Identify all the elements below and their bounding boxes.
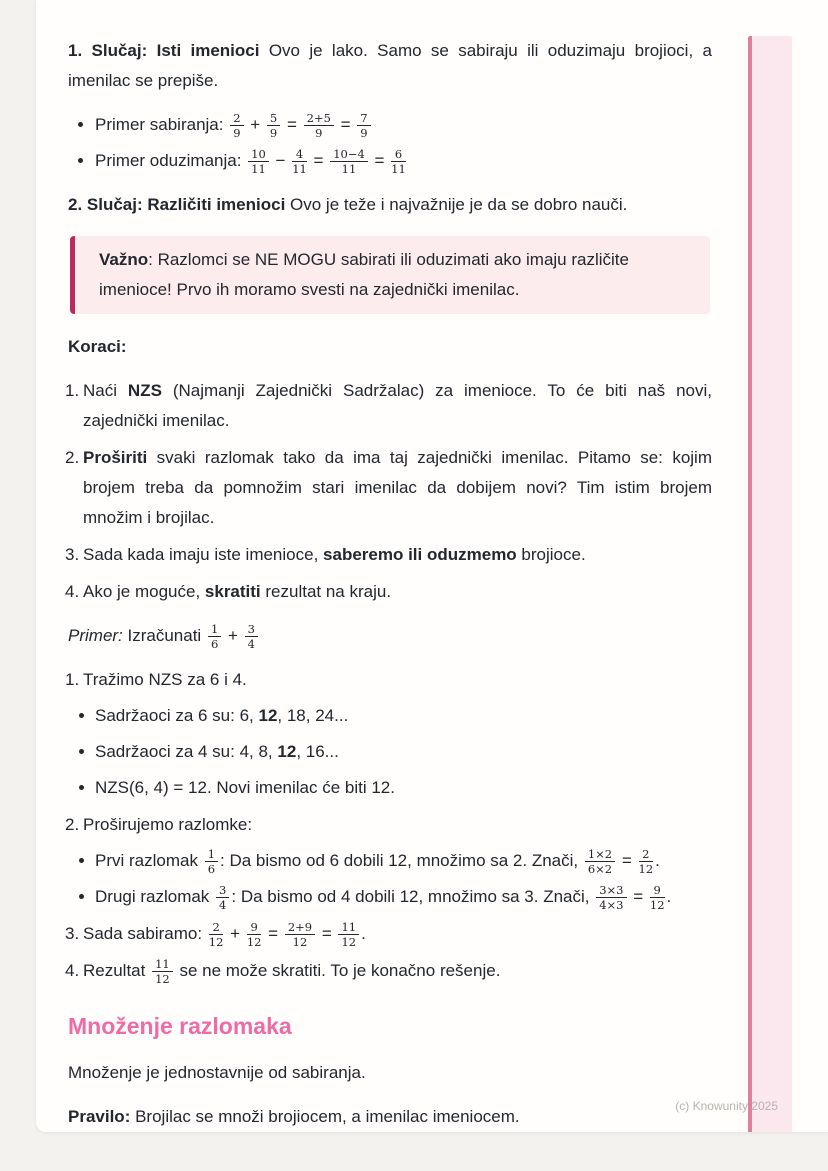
document-content	[65, 0, 712, 1146]
fraction-denominator: 11	[251, 162, 266, 176]
numbered-list-item	[65, 376, 712, 436]
document-page	[36, 0, 828, 1132]
fraction	[247, 921, 262, 948]
list-item-text: Drugi razlomak $\frac{3}{4}$ : Da bismo od 4 dobili 12, množimo sa 3. Znači, $\frac{3\times 3}{4\times 3}$ = $\frac{9}{12}$ .	[95, 882, 672, 912]
list-item	[68, 146, 712, 176]
list-item-text: Primer sabiranja: $\frac{2}{9}$ + $\frac{5}{9}$ = $\frac{2+5}{9}$ = $\frac{7}{9}$	[95, 115, 373, 134]
list-item	[68, 110, 712, 140]
fraction-denominator: 9	[269, 126, 278, 140]
list-item	[69, 701, 712, 731]
bold-text: Proširiti	[83, 448, 148, 467]
fraction-denominator: 6	[210, 637, 219, 651]
fraction-numerator: 2	[639, 848, 654, 862]
bold-text: 2. Slučaj: Različiti imenioci	[68, 195, 286, 214]
bold-text: Koraci:	[68, 337, 127, 356]
fraction-denominator: 12	[341, 935, 357, 949]
fraction	[596, 884, 626, 911]
fraction-numerator: 2+9	[285, 921, 315, 935]
list-item-text: Ako je moguće, skratiti rezultat na kraju.	[83, 582, 392, 601]
numbered-list-item	[65, 956, 712, 986]
fraction-numerator: 1	[208, 623, 221, 637]
list-item	[69, 737, 712, 767]
list-item-text: Sadržaoci za 4 su: 4, 8, 12, 16...	[95, 742, 339, 761]
list-number: 4.	[65, 582, 80, 601]
bold-text: saberemo ili oduzmemo	[323, 545, 517, 564]
fraction	[245, 623, 258, 650]
list-item-text: Rezultat $\frac{11}{12}$ se ne može skratiti. To je konačno rešenje.	[83, 956, 501, 986]
numbered-list-item	[65, 665, 712, 803]
fraction	[330, 148, 368, 175]
list-number: 3.	[65, 924, 80, 943]
fraction	[230, 112, 243, 139]
fraction-denominator: 11	[391, 162, 406, 176]
nested-bullet-list	[69, 701, 712, 803]
example-bullet-list	[68, 110, 712, 176]
important-callout	[70, 236, 710, 314]
fraction	[208, 623, 221, 650]
fraction-denominator: 12	[292, 935, 308, 949]
fraction-numerator: 2	[209, 921, 224, 935]
fraction	[338, 921, 359, 948]
list-item-text: Primer oduzimanja: $\frac{10}{11}$ − $\frac{4}{11}$ = $\frac{10-4}{11}$ = $\frac{6}{11}$	[95, 146, 406, 176]
fraction	[650, 884, 665, 911]
fraction	[209, 921, 224, 948]
page-edge-highlight	[748, 36, 792, 1132]
list-item-text: Sada sabiramo: $\frac{2}{12}$ + $\frac{9}{12}$ = $\frac{2+9}{12}$ = $\frac{11}{12}$ .	[83, 919, 366, 949]
fraction-numerator: 4	[292, 148, 307, 162]
fraction-numerator: 3	[245, 623, 258, 637]
fraction-numerator: 2+5	[304, 112, 334, 126]
numbered-list-item	[65, 540, 712, 570]
bullet-dot-icon	[79, 858, 84, 863]
paragraph-mnozenje-intro: Množenje je jednostavnije od sabiranja.	[68, 1063, 366, 1082]
bullet-dot-icon	[79, 894, 84, 899]
list-item-text: Prvi razlomak $\frac{1}{6}$ : Da bismo od 6 dobili 12, množimo sa 2. Znači, $\frac{1\times 2}{6\times 2}$ = $\frac{2}{12}$ .	[95, 846, 660, 876]
paragraph-case2: 2. Slučaj: Različiti imenioci Ovo je teže i najvažnije je da se dobro nauči.	[68, 195, 628, 214]
list-number: 1.	[65, 670, 80, 689]
fraction	[205, 848, 218, 875]
fraction-denominator: 4	[219, 898, 227, 912]
list-item-text: Sada kada imaju iste imenioce, saberemo ili oduzmemo brojioce.	[83, 545, 586, 564]
fraction-denominator: 12	[246, 935, 262, 949]
bold-text: skratiti	[204, 582, 261, 601]
list-item-text: Proširiti svaki razlomak tako da ima taj zajednički imenilac. Pitamo se: kojim brojem treba da pomnožim stari imenilac da dobijem novi? Tim istim brojem množim i brojilac.	[83, 448, 712, 527]
fraction-numerator: 10−4	[330, 148, 368, 162]
fraction-numerator: 9	[247, 921, 262, 935]
fraction	[304, 112, 334, 139]
fraction-numerator: 3	[216, 884, 229, 898]
fraction-denominator: 9	[233, 126, 241, 140]
list-item	[69, 846, 712, 876]
list-number: 2.	[65, 448, 80, 467]
bullet-dot-icon	[78, 158, 83, 163]
fraction	[357, 112, 370, 139]
nested-bullet-list	[69, 846, 712, 912]
fraction-numerator: 6	[391, 148, 406, 162]
fraction	[292, 148, 307, 175]
fraction-denominator: 6×2	[587, 862, 613, 876]
fraction-numerator: 1	[205, 848, 218, 862]
numbered-list-item	[65, 810, 712, 912]
list-item-text: Tražimo NZS za 6 i 4.	[83, 670, 247, 689]
fraction-numerator: 5	[267, 112, 280, 126]
fraction-numerator: 7	[357, 112, 370, 126]
fraction-denominator: 9	[360, 126, 368, 140]
bold-text: 12	[258, 706, 278, 725]
list-item-text: Sadržaoci za 6 su: 6, 12, 18, 24...	[95, 706, 349, 725]
fraction-numerator: 11	[152, 958, 173, 972]
list-item-text: Naći NZS (Najmanji Zajednički Sadržalac) za imenioce. To će biti naš novi, zajednički imenilac.	[83, 381, 712, 430]
fraction	[248, 148, 269, 175]
fraction	[285, 921, 315, 948]
fraction-denominator: 12	[155, 972, 170, 986]
worked-example-list	[65, 665, 712, 986]
italic-text: Primer:	[68, 626, 123, 645]
bullet-dot-icon	[79, 713, 84, 718]
bold-text: Pravilo:	[68, 1107, 131, 1126]
fraction-denominator: 11	[292, 162, 307, 176]
fraction-denominator: 12	[638, 862, 654, 876]
fraction-denominator: 12	[649, 898, 665, 912]
fraction	[267, 112, 280, 139]
list-item	[69, 882, 712, 912]
fraction	[152, 958, 173, 985]
bold-text: 1. Slučaj: Isti imenioci	[68, 41, 260, 60]
fraction	[639, 848, 654, 875]
list-number: 2.	[65, 815, 80, 834]
bullet-dot-icon	[79, 785, 84, 790]
numbered-list-item	[65, 919, 712, 949]
fraction-numerator: 11	[338, 921, 359, 935]
fraction-numerator: 2	[230, 112, 243, 126]
fraction-denominator: 4	[247, 637, 255, 651]
list-item-text: NZS(6, 4) = 12. Novi imenilac će biti 12.	[95, 778, 395, 797]
fraction-numerator: 10	[248, 148, 269, 162]
fraction	[216, 884, 229, 911]
list-number: 1.	[65, 381, 80, 400]
example-intro: Primer: Izračunati $\frac{1}{6}$ + $\frac{3}{4}$	[68, 621, 712, 651]
fraction-denominator: 11	[341, 162, 357, 176]
fraction-numerator: 9	[650, 884, 665, 898]
fraction-denominator: 9	[315, 126, 323, 140]
numbered-list-item	[65, 577, 712, 607]
fraction-numerator: 1×2	[585, 848, 615, 862]
list-item	[69, 773, 712, 803]
bold-text: 12	[277, 742, 297, 761]
fraction	[391, 148, 406, 175]
important-callout-text: Važno: Razlomci se NE MOGU sabirati ili oduzimati ako imaju različite imenioce! Prvo ih moramo svesti na zajednički imenilac.	[99, 250, 629, 299]
bold-text: NZS	[127, 381, 162, 400]
paragraph-pravilo: Pravilo: Brojilac se množi brojiocem, a imenilac imeniocem.	[68, 1107, 520, 1126]
list-number: 4.	[65, 961, 80, 980]
list-number: 3.	[65, 545, 80, 564]
fraction-denominator: 6	[207, 862, 216, 876]
bullet-dot-icon	[78, 122, 83, 127]
list-item-text: Proširujemo razlomke:	[83, 815, 253, 834]
steps-label	[68, 332, 712, 362]
fraction-denominator: 4×3	[599, 898, 624, 912]
bullet-dot-icon	[79, 749, 84, 754]
fraction	[585, 848, 615, 875]
bold-text: Važno	[99, 250, 149, 269]
paragraph-case1: 1. Slučaj: Isti imenioci Ovo je lako. Samo se sabiraju ili oduzimaju brojioci, a imenilac se prepiše.	[68, 41, 712, 90]
fraction-denominator: 12	[208, 935, 224, 949]
steps-list	[65, 376, 712, 607]
watermark: (c) Knowunity 2025	[675, 1099, 778, 1113]
numbered-list-item	[65, 443, 712, 533]
fraction-numerator: 3×3	[596, 884, 626, 898]
section-heading-mnozenje: Množenje razlomaka	[68, 1013, 292, 1039]
